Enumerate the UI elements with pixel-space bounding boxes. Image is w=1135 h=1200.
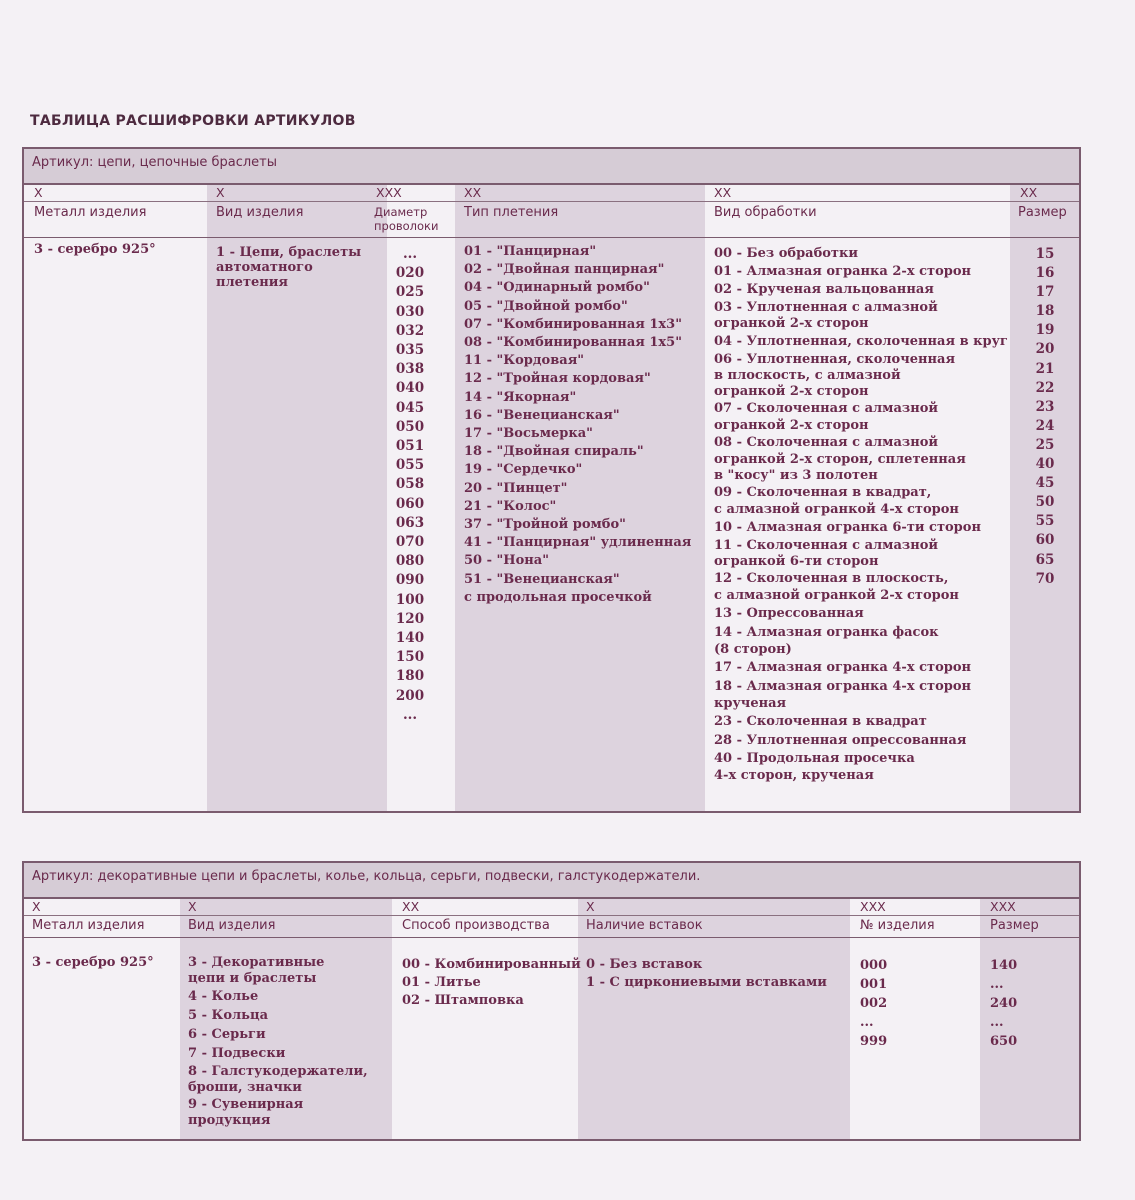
number-list xyxy=(860,956,887,1051)
product-line: 8 - Галстукодержатели, xyxy=(188,1064,368,1079)
weave-item: 41 - "Панцирная" удлиненная xyxy=(464,535,692,551)
column-method: Способ производства xyxy=(402,918,550,933)
diameter-item: 070 xyxy=(395,534,425,551)
finish-line: крученая xyxy=(714,695,787,711)
article-table-chains xyxy=(22,147,1081,813)
product-line: 9 - Сувенирная xyxy=(188,1097,304,1112)
diameter-item: 140 xyxy=(395,630,425,647)
diameter-item: 150 xyxy=(395,649,425,666)
diameter-item: 030 xyxy=(395,303,425,320)
column-inserts: Наличие вставок xyxy=(586,918,703,933)
size-item: 22 xyxy=(1035,379,1055,396)
header-row-divider xyxy=(24,937,1079,938)
weave-item: 14 - "Якорная" xyxy=(464,389,577,405)
column-product: Вид изделия xyxy=(216,205,304,220)
finish-line: огранкой 2-х сторон xyxy=(714,383,869,399)
table2-title: Артикул: декоративные цепи и браслеты, колье, кольца, серьги, подвески, галстукодержатели. xyxy=(24,863,1079,899)
weave-item: 02 - "Двойная панцирная" xyxy=(464,262,665,278)
finish-line: 09 - Сколоченная в квадрат, xyxy=(714,484,932,500)
diameter-item: 045 xyxy=(395,399,425,416)
finish-line: 06 - Уплотненная, сколоченная xyxy=(714,351,956,367)
finish-line: 02 - Крученая вальцованная xyxy=(714,282,934,298)
code-weave: XX xyxy=(464,185,482,200)
finish-line: 10 - Алмазная огранка 6-ти сторон xyxy=(714,519,981,535)
column-finish: Вид обработки xyxy=(714,205,817,220)
size-item: 20 xyxy=(1035,341,1055,358)
code-product: X xyxy=(188,899,197,914)
product-line: 4 - Колье xyxy=(188,989,259,1004)
code-size: XXX xyxy=(990,899,1016,914)
number-item: ... xyxy=(860,1015,874,1030)
code-finish: XX xyxy=(714,185,732,200)
finish-line: (8 сторон) xyxy=(714,641,792,657)
product-list xyxy=(188,955,368,1129)
finish-line: 11 - Сколоченная с алмазной xyxy=(714,537,939,553)
size-item: 60 xyxy=(1035,532,1055,549)
finish-line: огранкой 2-х сторон xyxy=(714,417,869,433)
product-line: 7 - Подвески xyxy=(188,1046,286,1061)
table1-title: Артикул: цепи, цепочные браслеты xyxy=(24,149,1079,185)
size-item: 21 xyxy=(1035,360,1055,377)
size-item: 240 xyxy=(990,996,1018,1011)
finish-line: 23 - Сколоченная в квадрат xyxy=(714,713,927,729)
weave-item: 51 - "Венецианская" xyxy=(464,571,620,587)
size-item: 15 xyxy=(1035,246,1055,262)
weave-item: 08 - "Комбинированная 1х5" xyxy=(464,335,682,351)
diameter-item: 020 xyxy=(395,265,425,282)
diameter-item: 051 xyxy=(395,438,425,455)
code-row-divider xyxy=(24,915,1079,916)
weave-list xyxy=(464,243,691,607)
number-item: 000 xyxy=(860,958,888,973)
product-value: 1 - Цепи, браслеты автоматного плетения xyxy=(216,245,362,290)
size-item: 55 xyxy=(1035,513,1055,530)
code-product: X xyxy=(216,185,225,200)
header-row-divider xyxy=(24,237,1079,238)
size-item: 25 xyxy=(1035,436,1055,453)
finish-line: с алмазной огранкой 4-х сторон xyxy=(714,501,959,517)
diameter-item: 090 xyxy=(395,572,425,589)
product-line: 5 - Кольца xyxy=(188,1008,269,1023)
weave-item: 05 - "Двойной ромбо" xyxy=(464,298,628,314)
finish-line: 08 - Сколоченная с алмазной xyxy=(714,434,939,450)
size-item: ... xyxy=(990,977,1004,992)
finish-line: в "косу" из 3 полотен xyxy=(714,467,878,483)
column-metal: Металл изделия xyxy=(34,205,147,220)
code-size: XX xyxy=(1020,185,1038,200)
diameter-item: ... xyxy=(402,706,418,723)
size-item: 70 xyxy=(1035,570,1055,587)
number-item: 001 xyxy=(860,977,888,992)
weave-item: 18 - "Двойная спираль" xyxy=(464,444,644,460)
diameter-item: 050 xyxy=(395,418,425,435)
inserts-item: 1 - С циркониевыми вставками xyxy=(586,975,827,991)
article-table-decorative xyxy=(22,861,1081,1141)
weave-item: 07 - "Комбинированная 1х3" xyxy=(464,316,682,332)
finish-line: 00 - Без обработки xyxy=(714,246,859,261)
method-item: 01 - Литье xyxy=(402,975,481,991)
size-item: 24 xyxy=(1035,417,1055,434)
product-line: продукция xyxy=(188,1113,271,1128)
size-item: 19 xyxy=(1035,322,1055,339)
finish-line: огранкой 6-ти сторон xyxy=(714,553,879,569)
weave-item: 12 - "Тройная кордовая" xyxy=(464,371,651,387)
column-metal: Металл изделия xyxy=(32,918,145,933)
weave-item: 16 - "Венецианская" xyxy=(464,407,620,423)
diameter-item: ... xyxy=(402,246,418,262)
finish-line: 07 - Сколоченная с алмазной xyxy=(714,400,939,416)
finish-line: с алмазной огранкой 2-х сторон xyxy=(714,587,959,603)
column-size: Размер xyxy=(1018,205,1067,220)
diameter-list xyxy=(382,245,438,725)
weave-item: 19 - "Сердечко" xyxy=(464,462,583,478)
diameter-item: 038 xyxy=(395,361,425,378)
finish-line: 14 - Алмазная огранка фасок xyxy=(714,624,939,640)
finish-line: 28 - Уплотненная опрессованная xyxy=(714,732,967,748)
diameter-item: 060 xyxy=(395,495,425,512)
diameter-item: 025 xyxy=(395,284,425,301)
finish-line: 18 - Алмазная огранка 4-х сторон xyxy=(714,678,972,694)
number-item: 002 xyxy=(860,996,888,1011)
method-list xyxy=(402,956,581,1011)
diameter-item: 080 xyxy=(395,553,425,570)
column-diameter: Диаметр проволоки xyxy=(374,205,439,233)
finish-line: 12 - Сколоченная в плоскость, xyxy=(714,570,949,586)
finish-line: в плоскость, с алмазной xyxy=(714,367,901,383)
weave-item: 37 - "Тройной ромбо" xyxy=(464,517,626,533)
finish-line: 04 - Уплотненная, сколоченная в круг xyxy=(714,333,1008,349)
size-item: 65 xyxy=(1035,551,1055,568)
size-item: 45 xyxy=(1035,475,1055,492)
weave-item: 04 - "Одинарный ромбо" xyxy=(464,280,650,296)
column-product: Вид изделия xyxy=(188,918,276,933)
size-item: 140 xyxy=(990,958,1018,973)
size-item: 16 xyxy=(1035,265,1055,282)
product-line: цепи и браслеты xyxy=(188,971,317,986)
weave-item: 21 - "Колос" xyxy=(464,498,557,514)
finish-list xyxy=(714,245,1008,784)
code-metal: X xyxy=(34,185,43,200)
weave-item: с продольная просечкой xyxy=(464,589,652,605)
size-item: ... xyxy=(990,1015,1004,1030)
size-item: 650 xyxy=(990,1034,1018,1049)
number-item: 999 xyxy=(860,1034,888,1049)
finish-line: 03 - Уплотненная с алмазной xyxy=(714,299,938,315)
weave-item: 50 - "Нона" xyxy=(464,553,549,569)
diameter-item: 040 xyxy=(395,380,425,397)
diameter-item: 120 xyxy=(395,610,425,627)
column-number: № изделия xyxy=(860,918,935,933)
weave-item: 17 - "Восьмерка" xyxy=(464,426,593,442)
size-item: 18 xyxy=(1035,303,1055,320)
inserts-item: 0 - Без вставок xyxy=(586,957,703,972)
column-size: Размер xyxy=(990,918,1039,933)
column-shade-inserts xyxy=(578,899,850,1139)
code-row-divider xyxy=(24,201,1079,202)
size-list xyxy=(1020,245,1070,589)
size-item: 40 xyxy=(1035,456,1055,473)
finish-line: 40 - Продольная просечка xyxy=(714,750,915,766)
size-item: 50 xyxy=(1035,494,1055,511)
diameter-item: 032 xyxy=(395,322,425,339)
finish-line: 01 - Алмазная огранка 2-х сторон xyxy=(714,264,972,280)
size-item: 17 xyxy=(1035,284,1055,301)
finish-line: 4-х сторон, крученая xyxy=(714,767,874,783)
product-line: 6 - Серьги xyxy=(188,1027,266,1042)
diameter-item: 200 xyxy=(395,687,425,704)
diameter-item: 055 xyxy=(395,457,425,474)
size-list xyxy=(990,956,1017,1051)
finish-line: 17 - Алмазная огранка 4-х сторон xyxy=(714,659,972,675)
code-number: XXX xyxy=(860,899,886,914)
weave-item: 20 - "Пинцет" xyxy=(464,480,568,496)
product-line: броши, значки xyxy=(188,1080,302,1095)
method-item: 02 - Штамповка xyxy=(402,993,524,1009)
diameter-item: 100 xyxy=(395,591,425,608)
page-title: ТАБЛИЦА РАСШИФРОВКИ АРТИКУЛОВ xyxy=(30,113,356,129)
diameter-item: 180 xyxy=(395,668,425,685)
weave-item: 11 - "Кордовая" xyxy=(464,353,585,369)
column-weave: Тип плетения xyxy=(464,205,559,220)
weave-item: 01 - "Панцирная" xyxy=(464,244,597,259)
finish-line: огранкой 2-х сторон, сплетенная xyxy=(714,451,966,467)
code-inserts: X xyxy=(586,899,595,914)
inserts-list xyxy=(586,956,827,992)
size-item: 23 xyxy=(1035,398,1055,415)
code-method: XX xyxy=(402,899,420,914)
product-line: 3 - Декоративные xyxy=(188,955,325,970)
metal-value: 3 - серебро 925° xyxy=(32,955,154,970)
code-diameter: XXX xyxy=(376,185,402,200)
finish-line: 13 - Опрессованная xyxy=(714,605,864,621)
diameter-item: 063 xyxy=(395,514,425,531)
diameter-item: 058 xyxy=(395,476,425,493)
code-metal: X xyxy=(32,899,41,914)
method-item: 00 - Комбинированный xyxy=(402,957,581,972)
diameter-item: 035 xyxy=(395,342,425,359)
metal-value: 3 - серебро 925° xyxy=(34,242,156,257)
finish-line: огранкой 2-х сторон xyxy=(714,315,869,331)
